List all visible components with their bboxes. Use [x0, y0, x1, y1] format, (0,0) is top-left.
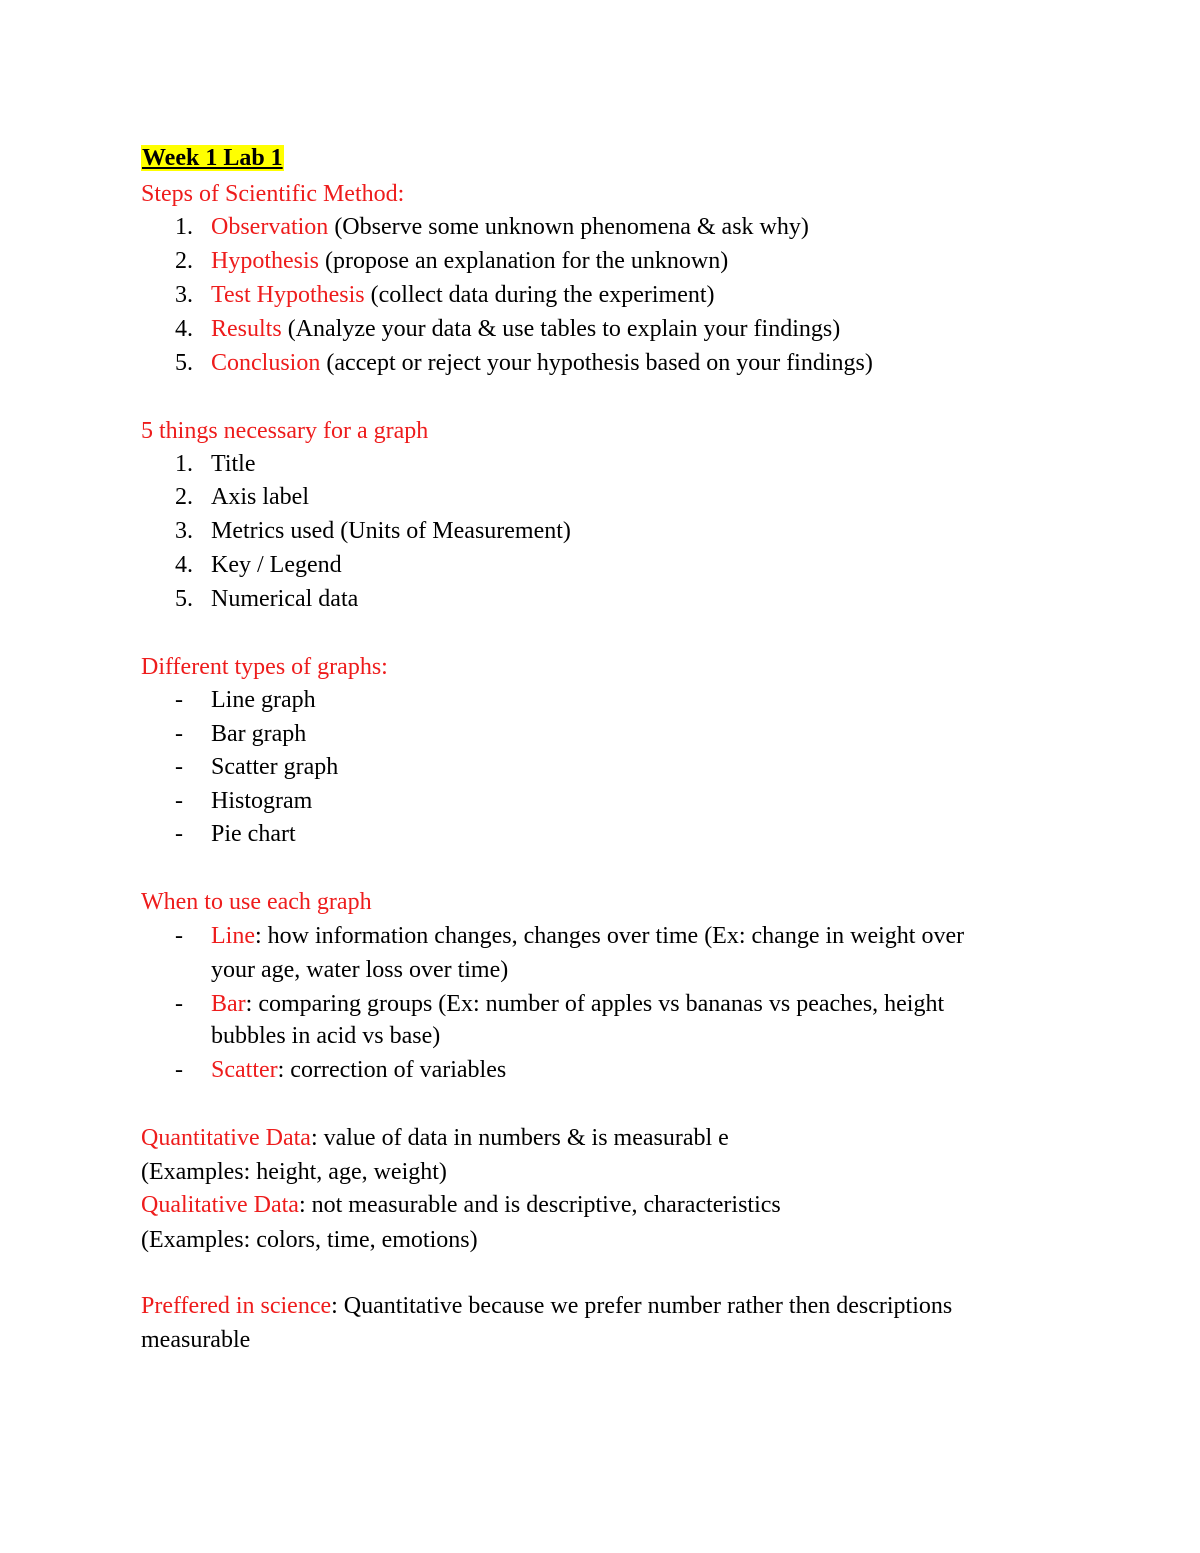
- item-desc: (Analyze your data & use tables to explain your findings): [281, 316, 841, 342]
- item-term: Bar: [211, 991, 246, 1017]
- list-marker: -: [175, 821, 183, 847]
- list-marker: 1.: [175, 214, 193, 240]
- scientific-method-heading: Steps of Scientific Method:: [141, 181, 405, 207]
- preferred-desc: : Quantitative because we prefer number rather then descriptions: [331, 1293, 953, 1319]
- qualitative-definition: [141, 1190, 781, 1220]
- item-desc: (collect data during the experiment): [364, 282, 715, 308]
- qualitative-examples: (Examples: colors, time, emotions): [141, 1227, 478, 1253]
- item-term: Hypothesis: [211, 248, 319, 274]
- list-item: [211, 212, 809, 242]
- quantitative-definition: [141, 1123, 729, 1153]
- list-marker: 2.: [175, 484, 193, 510]
- graph-types-heading: Different types of graphs:: [141, 654, 388, 680]
- item-term: Conclusion: [211, 350, 321, 376]
- list-item: Line graph: [211, 687, 316, 713]
- list-item: [211, 348, 873, 378]
- list-marker: -: [175, 991, 183, 1017]
- list-item: [211, 246, 728, 276]
- qualitative-term: Qualitative Data: [141, 1192, 299, 1218]
- graph-necessities-heading: 5 things necessary for a graph: [141, 418, 429, 444]
- list-item: Histogram: [211, 788, 313, 814]
- list-marker: 1.: [175, 451, 193, 477]
- list-item: [211, 280, 715, 310]
- quantitative-desc: : value of data in numbers & is measurabl e: [310, 1125, 729, 1151]
- list-marker: 4.: [175, 552, 193, 578]
- item-desc: : how information changes, changes over time (Ex: change in weight over: [254, 923, 965, 949]
- list-item: Pie chart: [211, 821, 296, 847]
- title-text: Week 1 Lab 1: [142, 145, 283, 171]
- item-term: Results: [211, 316, 282, 342]
- list-item: Metrics used (Units of Measurement): [211, 518, 571, 544]
- item-desc: (accept or reject your hypothesis based on your findings): [320, 350, 873, 376]
- list-marker: -: [175, 1057, 183, 1083]
- item-term: Test Hypothesis: [211, 282, 365, 308]
- item-desc: (Observe some unknown phenomena & ask why): [328, 214, 809, 240]
- preferred-statement: [141, 1291, 952, 1321]
- list-marker: -: [175, 687, 183, 713]
- list-item: Key / Legend: [211, 552, 342, 578]
- quantitative-term: Quantitative Data: [141, 1125, 311, 1151]
- list-marker: 5.: [175, 586, 193, 612]
- list-item-continuation: your age, water loss over time): [211, 957, 509, 983]
- quantitative-examples: (Examples: height, age, weight): [141, 1159, 447, 1185]
- list-item: [211, 921, 964, 951]
- list-marker: 2.: [175, 248, 193, 274]
- item-desc: : correction of variables: [277, 1057, 507, 1083]
- list-marker: -: [175, 754, 183, 780]
- list-item: [211, 314, 840, 344]
- item-term: Scatter: [211, 1057, 278, 1083]
- list-item: Numerical data: [211, 586, 359, 612]
- list-marker: -: [175, 923, 183, 949]
- list-marker: -: [175, 788, 183, 814]
- item-desc: : comparing groups (Ex: number of apples vs bananas vs peaches, height: [245, 991, 945, 1017]
- preferred-continuation: measurable: [141, 1327, 251, 1353]
- list-item-continuation: bubbles in acid vs base): [211, 1023, 441, 1049]
- list-marker: 3.: [175, 518, 193, 544]
- list-item: Bar graph: [211, 721, 307, 747]
- list-item: [211, 1055, 506, 1085]
- when-to-use-heading: When to use each graph: [141, 889, 372, 915]
- item-desc: (propose an explanation for the unknown): [319, 248, 729, 274]
- list-item: [211, 989, 944, 1019]
- qualitative-desc: : not measurable and is descriptive, characteristics: [298, 1192, 781, 1218]
- item-term: Observation: [211, 214, 329, 240]
- list-marker: 3.: [175, 282, 193, 308]
- list-marker: 4.: [175, 316, 193, 342]
- item-term: Line: [211, 923, 255, 949]
- list-item: Axis label: [211, 484, 309, 510]
- page-title: [141, 143, 284, 173]
- list-item: Title: [211, 451, 256, 477]
- list-marker: 5.: [175, 350, 193, 376]
- list-marker: -: [175, 721, 183, 747]
- preferred-term: Preffered in science: [141, 1293, 332, 1319]
- list-item: Scatter graph: [211, 754, 339, 780]
